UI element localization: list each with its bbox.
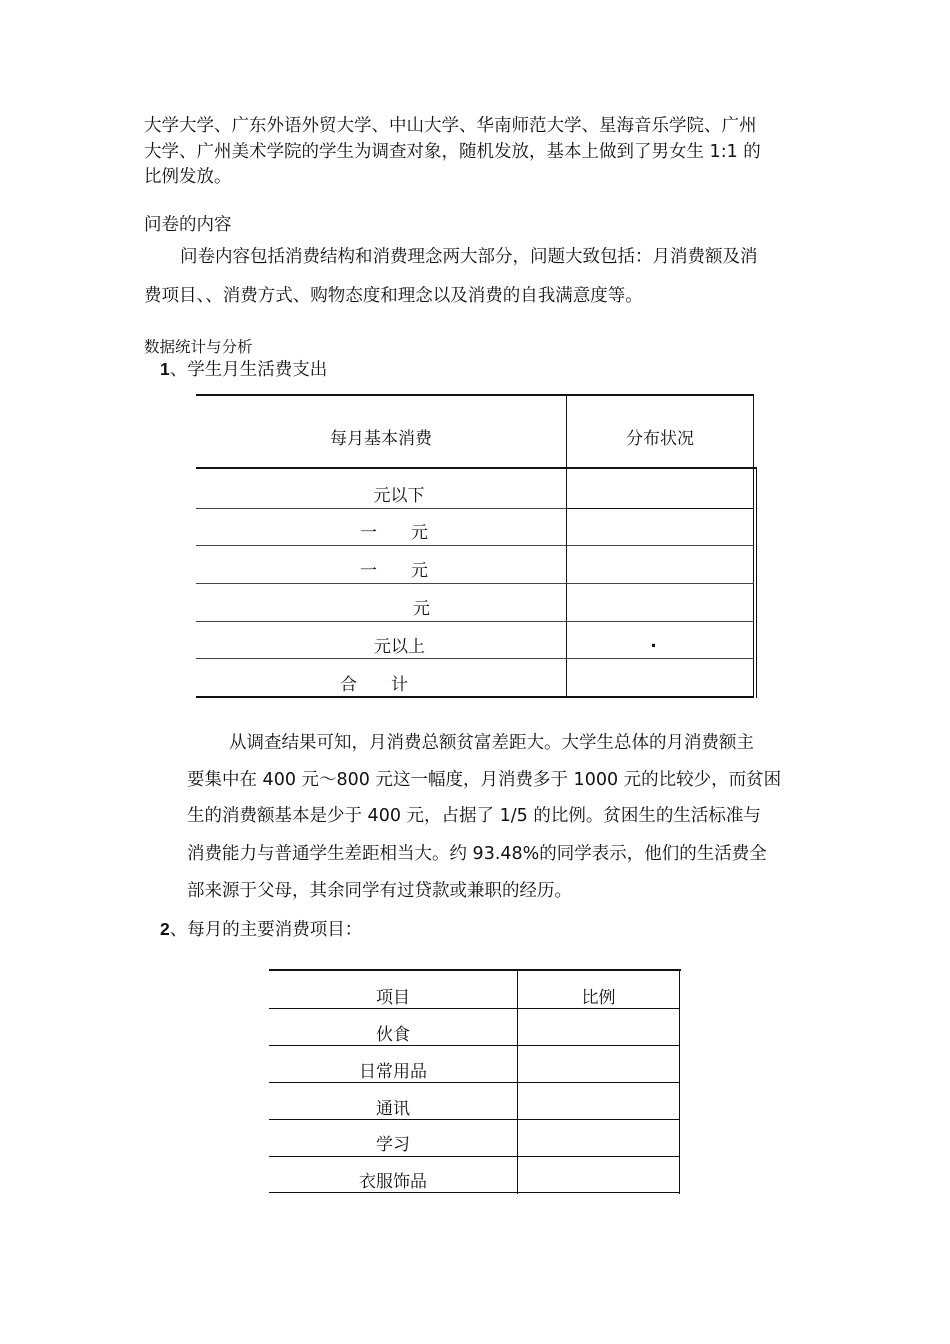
table1-cell: 元以上 — [374, 637, 425, 657]
table2-row-rule — [269, 1082, 680, 1083]
table2-row-rule — [269, 1156, 680, 1157]
table1-cell: 元 — [413, 599, 430, 619]
table1-top-rule — [196, 394, 754, 396]
intro-line-1: 大学大学、广东外语外贸大学、中山大学、华南师范大学、星海音乐学院、广州 — [144, 116, 757, 136]
analysis-para-line-4: 消费能力与普通学生差距相当大。约 93.48%的同学表示，他们的生活费全 — [187, 844, 767, 864]
section1-title — [160, 357, 327, 382]
table2-cell: 伙食 — [376, 1025, 410, 1045]
table2-bottom-rule — [269, 1192, 680, 1193]
table1-row-rule — [196, 508, 566, 509]
questionnaire-heading: 问卷的内容 — [144, 215, 232, 235]
table2-header-ratio: 比例 — [581, 988, 616, 1008]
section2-number: 2 — [160, 919, 170, 939]
section1-number: 1 — [160, 359, 170, 379]
table1-row-rule — [196, 583, 754, 584]
analysis-heading: 数据统计与分析 — [144, 338, 253, 356]
table1-row-rule — [196, 621, 754, 622]
analysis-para-line-2: 要集中在 400 元～800 元这一幅度，月消费多于 1000 元的比较少，而贫困 — [187, 770, 782, 790]
table2-row-rule — [269, 1119, 680, 1120]
section2-title — [160, 917, 362, 942]
section1-title-text: 、学生月生活费支出 — [169, 360, 328, 380]
table1-right-border — [753, 394, 754, 698]
intro-line-2: 大学、广州美术学院的学生为调查对象，随机发放，基本上做到了男女生 1:1 的 — [144, 142, 761, 162]
table2-top-rule — [269, 969, 681, 971]
intro-line-3: 比例发放。 — [144, 167, 232, 187]
table1-row-rule — [566, 508, 754, 509]
table2-cell: 学习 — [376, 1135, 410, 1155]
table2-row-rule — [269, 1008, 680, 1009]
table1-total-label: 合 计 — [340, 675, 408, 695]
table1-right-border-outer — [756, 468, 757, 698]
table2-cell: 衣服饰品 — [359, 1172, 427, 1192]
analysis-para-line-5: 部来源于父母，其余同学有过贷款或兼职的经历。 — [187, 881, 572, 901]
questionnaire-line-2: 费项目、、消费方式、购物态度和理念以及消费的自我满意度等。 — [144, 286, 643, 306]
table1-cell: 元以下 — [373, 486, 425, 506]
analysis-para-line-1: 从调查结果可知，月消费总额贫富差距大。大学生总体的月消费额主 — [229, 733, 754, 753]
table2-cell: 通讯 — [376, 1099, 410, 1119]
table1-header-monthly: 每月基本消费 — [330, 429, 432, 449]
table1-cell: 一 元 — [360, 561, 428, 581]
table1-header-rule — [196, 467, 757, 469]
table1-bottom-rule — [196, 696, 754, 698]
table2-row-rule — [269, 1045, 680, 1046]
table2-header-item: 项目 — [376, 988, 410, 1008]
table1-cell: 一 元 — [360, 523, 428, 543]
table1-cell: . — [650, 632, 657, 652]
table2-cell: 日常用品 — [359, 1062, 427, 1082]
table1-header-distribution: 分布状况 — [626, 429, 694, 449]
table1-row-rule — [196, 545, 754, 546]
questionnaire-line-1: 问卷内容包括消费结构和消费理念两大部分，问题大致包括：月消费额及消 — [180, 247, 758, 267]
analysis-para-line-3: 生的消费额基本是少于 400 元，占据了 1/5 的比例。贫困生的生活标准与 — [187, 806, 761, 826]
table1-row-rule — [196, 658, 754, 659]
section2-title-text: 、每月的主要消费项目： — [169, 920, 363, 940]
